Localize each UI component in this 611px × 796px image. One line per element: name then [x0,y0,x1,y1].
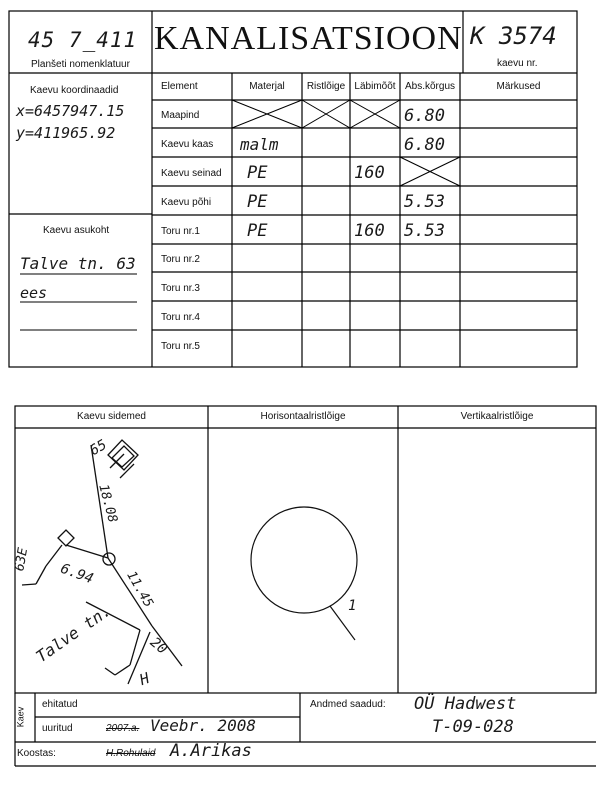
sketch-label-65: 65 [87,436,110,460]
well-number-value: K 3574 [470,22,557,50]
col-header-vertical: Vertikaalristlõige [460,411,534,422]
row-element: Toru nr.1 [161,226,200,237]
row-abs: 6.80 [404,106,445,126]
sketch-dim-18-08: 18.08 [95,482,120,525]
row-abs: 5.53 [404,192,445,212]
koostas-label: Koostas: [17,748,56,759]
row-element: Toru nr.3 [161,283,200,294]
row-element: Toru nr.4 [161,312,200,323]
row-element: Kaevu kaas [161,139,214,150]
well-number-label: kaevu nr. [497,58,538,69]
header-markused: Märkused [496,81,541,92]
kaev-label: Kaev [15,706,26,728]
row-element: Kaevu seinad [161,168,222,179]
page-title: KANALISATSIOON [154,20,463,57]
nomenclature-value: 45 7_411 [28,28,138,52]
row-materjal: malm [240,135,279,154]
row-element: Toru nr.2 [161,254,200,265]
row-abs: 5.53 [404,221,445,241]
koostas-struck: H.Rohulaid [106,748,156,759]
header-materjal: Materjal [249,81,285,92]
data-from-value: OÜ Hadwest [414,694,517,714]
header-element: Element [161,81,198,92]
uuritud-value: Veebr. 2008 [150,716,256,735]
nomenclature-label: Planšeti nomenklatuur [31,59,130,70]
row-element: Kaevu põhi [161,197,212,208]
koostas-value: A.Arikas [170,741,252,761]
header-ristloige: Ristlõige [306,81,346,92]
coord-y: y=411965.92 [16,124,116,142]
sketch-dim-6-94: 6.94 [58,560,96,588]
row-abs: 6.80 [404,135,445,155]
row-labimoot: 160 [354,221,385,241]
sketch-dim-11-45: 11.45 [123,568,156,611]
uuritud-struck: 2007.a. [106,723,140,734]
header-labimoot: Läbimõõt [354,81,396,92]
row-materjal: PE [247,192,268,212]
row-element: Toru nr.5 [161,341,200,352]
uuritud-label: uuritud [42,723,73,734]
row-materjal: PE [247,221,268,241]
col-header-horizontal: Horisontaalristlõige [260,411,346,422]
ehitatud-label: ehitatud [42,699,78,710]
sketch-street-label: Talve tn. [32,600,115,667]
sketch-label-h: H [137,668,152,690]
coords-label: Kaevu koordinaadid [30,85,119,96]
header-abs-korgus: Abs.kõrgus [404,81,456,92]
section-arrow-label: 1 [348,598,357,614]
location-label: Kaevu asukoht [43,225,110,236]
data-from-label: Andmed saadud: [310,699,386,710]
row-labimoot: 160 [354,163,385,183]
location-line1: Talve tn. 63 [20,254,136,273]
col-header-connections: Kaevu sidemed [77,411,146,422]
sketch-label-63e: 63E [12,546,32,573]
location-line2: ees [20,284,48,302]
row-element: Maapind [161,110,200,121]
row-materjal: PE [247,163,268,183]
data-from-code: T-09-028 [432,717,514,737]
sketch-dim-20: 20 [146,634,171,658]
coord-x: x=6457947.15 [16,102,125,120]
